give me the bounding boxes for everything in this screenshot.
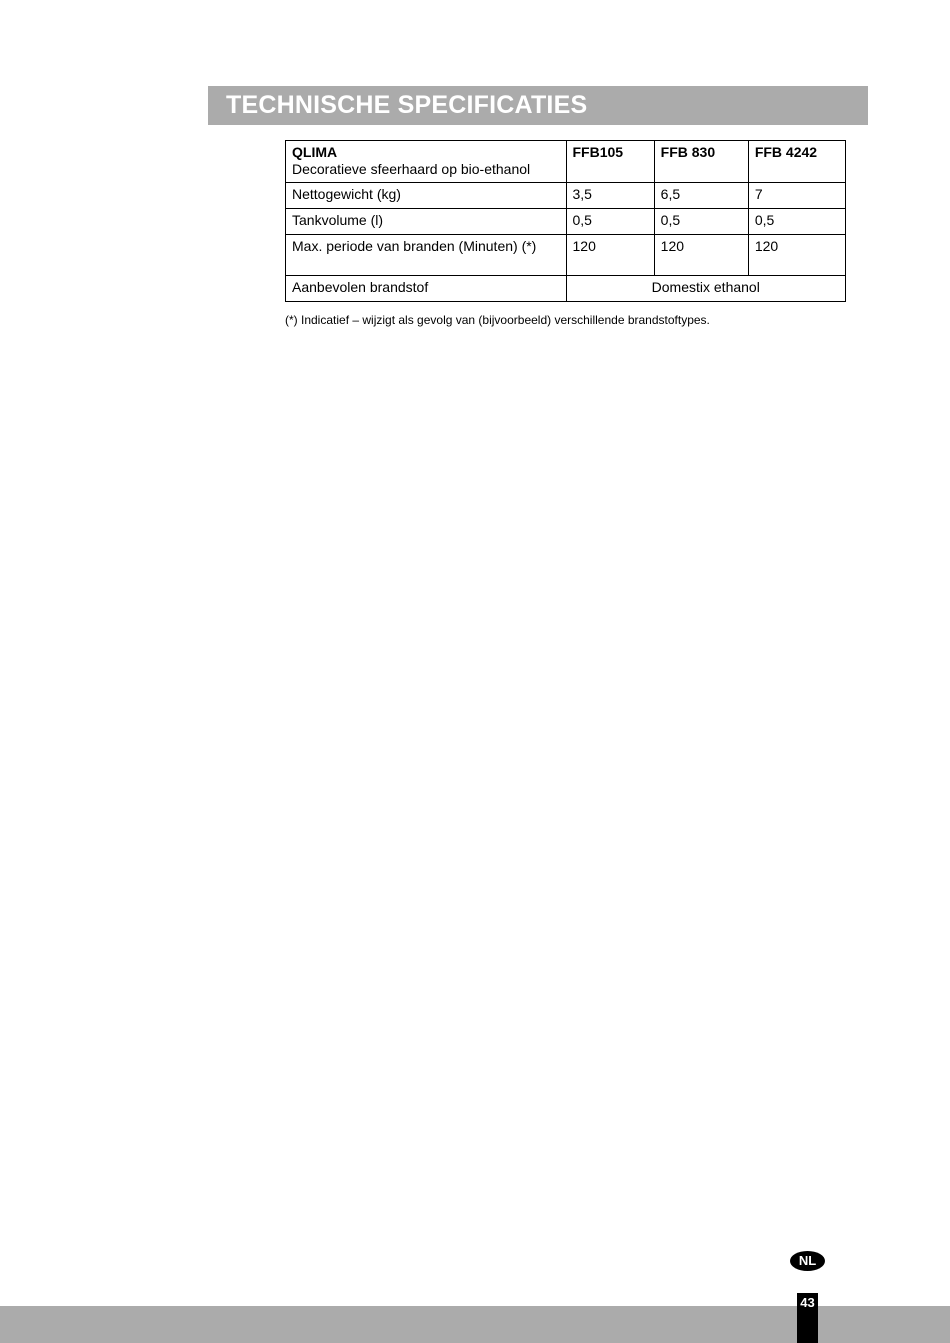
table-row-tank-volume: [286, 209, 846, 235]
row-label: Nettogewicht (kg): [286, 183, 567, 209]
row-label: Aanbevolen brandstof: [286, 276, 567, 302]
page-title: TECHNISCHE SPECIFICATIES: [226, 91, 588, 119]
page-number: 43: [797, 1293, 818, 1343]
language-badge: NL: [790, 1251, 825, 1271]
table-cell: 120: [566, 235, 654, 276]
table-row-burn-time: [286, 235, 846, 276]
table-cell: 120: [654, 235, 748, 276]
footnote: (*) Indicatief – wijzigt als gevolg van (bijvoorbeeld) verschillende brandstoftypes.: [285, 313, 710, 327]
table-cell: 3,5: [566, 183, 654, 209]
product-description: Decoratieve sfeerhaard op bio-ethanol: [292, 161, 531, 177]
section-header-band: [208, 86, 868, 125]
model-header-ffb105: FFB105: [566, 141, 654, 183]
table-row-recommended-fuel: [286, 276, 846, 302]
table-cell: 7: [748, 183, 845, 209]
table-cell: 120: [748, 235, 845, 276]
table-row-net-weight: [286, 183, 846, 209]
model-header-ffb830: FFB 830: [654, 141, 748, 183]
table-cell: 6,5: [654, 183, 748, 209]
table-cell: 0,5: [748, 209, 845, 235]
brand-name: QLIMA: [292, 144, 338, 160]
table-cell: 0,5: [654, 209, 748, 235]
table-header-row: [286, 141, 846, 183]
specifications-table: [285, 140, 846, 302]
row-label: Tankvolume (l): [286, 209, 567, 235]
row-label: Max. periode van branden (Minuten) (*): [286, 235, 567, 276]
fuel-value-cell: Domestix ethanol: [566, 276, 846, 302]
product-header-cell: [286, 141, 567, 183]
table-cell: 0,5: [566, 209, 654, 235]
model-header-ffb4242: FFB 4242: [748, 141, 845, 183]
